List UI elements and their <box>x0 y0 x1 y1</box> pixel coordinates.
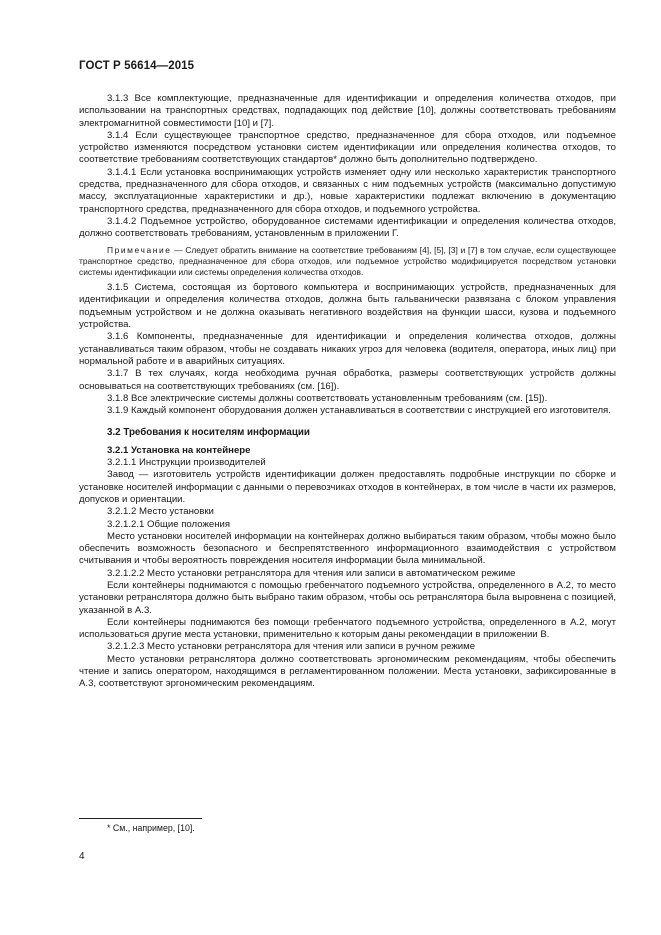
document-header: ГОСТ Р 56614—2015 <box>79 60 195 72</box>
paragraph-3-2-1-2-2-a: Если контейнеры поднимаются с помощью гребенчатого подъемного устройства, определенного в А.2, то место установки ретранслятора должно быть выбрано таким образом, чтобы ось ретранслятора была выровнена с позицией, указанной в А.3. <box>79 580 616 616</box>
paragraph-3-1-7: 3.1.7 В тех случаях, когда необходима ручная обработка, размеры соответствующих устройств должны основываться на соответствующих требованиях (см. [16]). <box>79 368 616 392</box>
footnote: * См., например, [10]. <box>107 823 195 833</box>
note <box>79 245 616 279</box>
paragraph-3-2-1-2: 3.2.1.2 Место установки <box>107 506 214 518</box>
paragraph-3-2-1-2-3: 3.2.1.2.3 Место установки ретранслятора для чтения или записи в ручном режиме <box>107 641 476 653</box>
subsection-heading-3-2-1: 3.2.1 Установка на контейнере <box>107 444 251 456</box>
paragraph-3-2-1-2-3-text: Место установки ретранслятора должно соответствовать эргономическим рекомендациям, чтобы обеспечить чтение и запись оператором, находящимся в регламентированном положении. Места установки, зафиксированные в А.3, соответствуют эргономическим рекомендациям. <box>79 653 616 690</box>
paragraph-3-1-4: 3.1.4 Если существующее транспортное средство, предназначенное для сбора отходов, или подъемное устройство изменяются посредством установки систем идентификации или определения количества отходов, то соответствие требованиям соответствующих стандартов* должно быть дополнительно подтверждено. <box>79 129 616 166</box>
paragraph-3-1-4-1: 3.1.4.1 Если установка воспринимающих устройств изменяет одну или несколько характеристик транспортного средства, предназначенного для сбора отходов, и связанных с ним подъемных устройств (максимально допустимую массу, эксплуатационные характеристики и др.), новые характеристики подлежат включению в документацию транспортного средства, предназначенного для сбора отходов, и подъемного устройства. <box>79 166 616 215</box>
paragraph-3-1-5: 3.1.5 Система, состоящая из бортового компьютера и воспринимающих устройств, предназначенных для идентификации и определения количества отходов, должна быть гальванически развязана с блоком управления подъемным устройством и не должна оказывать негативного воздействия на функции шасси, кузова и подъемного устройства. <box>79 282 616 331</box>
document-body <box>79 93 616 691</box>
paragraph-3-2-1-2-1: 3.2.1.2.1 Общие положения <box>107 518 231 530</box>
paragraph-3-1-4-2: 3.1.4.2 Подъемное устройство, оборудованное системами идентификации и определения количества отходов, должно соответствовать требованиям, установленным в приложении Г. <box>79 215 616 240</box>
page-number: 4 <box>79 851 85 862</box>
paragraph-3-2-1-1-text: Завод — изготовитель устройств идентификации должен предоставлять подробные инструкции по сборке и установке носителей информации с данными о перевозчиках отходов в контейнерах, в том числе в части их размеров, допусков и ориентации. <box>79 469 616 505</box>
paragraph-3-2-1-2-1-text: Место установки носителей информации на контейнерах должно выбираться таким образом, чтобы можно было обеспечить возможность безопасного и беспрепятственного информационного взаимодействия с устройством считывания и чтобы вероятность повреждения носителя информации была минимальной. <box>79 530 616 567</box>
paragraph-3-2-1-2-2-b: Если контейнеры поднимаются без помощи гребенчатого подъемного устройства, определенного в А.2, могут использоваться другие места установки, применительно к которым даны рекомендации в приложении В. <box>79 616 616 641</box>
paragraph-3-1-9: 3.1.9 Каждый компонент оборудования должен устанавливаться в соответствии с инструкцией его изготовителя. <box>107 405 611 417</box>
paragraph-3-1-8: 3.1.8 Все электрические системы должны соответствовать установленным требованиям (см. [15]). <box>107 392 548 404</box>
note-label: Примечание <box>107 244 172 255</box>
footnote-divider <box>79 818 202 819</box>
paragraph-3-1-6: 3.1.6 Компоненты, предназначенные для идентификации и определения количества отходов, должны устанавливаться таким образом, чтобы не создавать никаких угроз для человека (водителя, оператора, иных лиц) при нормальной работе и в аварийных ситуациях. <box>79 331 616 367</box>
section-heading-3-2: 3.2 Требования к носителям информации <box>107 427 310 439</box>
note-text: — Следует обратить внимание на соответствие требованиям [4], [5], [3] и [7] в том случае, если существующее транспортное средство, предназначенное для сбора отходов, или подъемное устройство модифицируется посредством установки системы идентификации или системы определения количества отходов. <box>79 244 616 277</box>
paragraph-3-2-1-2-2: 3.2.1.2.2 Место установки ретранслятора для чтения или записи в автоматическом режиме <box>107 567 516 579</box>
paragraph-3-2-1-1: 3.2.1.1 Инструкции производителей <box>107 457 266 469</box>
paragraph-3-1-3: 3.1.3 Все комплектующие, предназначенные для идентификации и определения количества отходов, при использовании на транспортных средствах, подпадающих под действие [10], должны соответствовать требованиям электромагнитной совместимости [10] и [7]. <box>79 93 616 129</box>
